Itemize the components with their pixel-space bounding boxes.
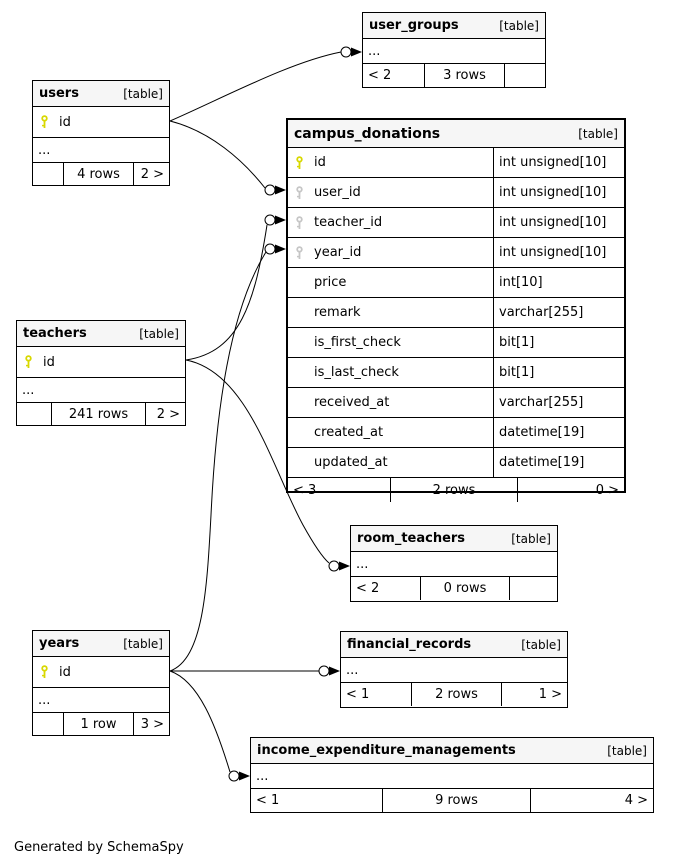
footer-children: 2 > xyxy=(133,163,169,186)
foreign-key-icon xyxy=(294,216,314,230)
column-row xyxy=(288,238,624,268)
table-campus-donations[interactable] xyxy=(286,118,626,498)
column-row xyxy=(288,268,624,298)
arrowhead-icon xyxy=(275,216,286,225)
table-room-teachers[interactable] xyxy=(350,525,558,602)
cardinality-circle-icon xyxy=(341,47,351,57)
table-badge: [table] xyxy=(499,18,539,33)
collapsed-columns-row: ... xyxy=(363,39,545,64)
cardinality-circle-icon xyxy=(329,561,339,571)
table-badge: [table] xyxy=(123,636,163,651)
collapsed-columns-row: ... xyxy=(17,378,185,403)
table-years[interactable] xyxy=(32,630,170,736)
column-type: bit[1] xyxy=(493,358,624,387)
table-title[interactable]: financial_records xyxy=(347,637,472,652)
collapsed-columns-row: ... xyxy=(251,764,653,789)
table-header xyxy=(33,631,169,657)
table-title[interactable]: user_groups xyxy=(369,18,459,33)
column-type: varchar[255] xyxy=(493,388,624,417)
column-name: is_last_check xyxy=(314,365,399,380)
collapsed-columns-row: ... xyxy=(351,552,557,577)
footer-parents: < 2 xyxy=(368,68,392,83)
table-header xyxy=(341,632,567,658)
cardinality-circle-icon xyxy=(265,244,275,254)
column-row xyxy=(288,178,624,208)
table-title[interactable]: users xyxy=(39,86,79,101)
footer-children xyxy=(509,577,557,600)
column-name: id xyxy=(59,664,71,680)
footer-children: 2 > xyxy=(145,403,185,426)
column-row xyxy=(288,448,624,478)
foreign-key-icon xyxy=(294,186,314,200)
column-name: is_first_check xyxy=(314,335,401,350)
footer-rowcount: 2 rows xyxy=(390,478,517,502)
footer-rowcount: 4 rows xyxy=(63,163,133,186)
column-row xyxy=(288,328,624,358)
arrowhead-icon xyxy=(351,48,362,57)
footer-rowcount: 3 rows xyxy=(424,64,504,87)
column-row xyxy=(288,418,624,448)
column-type: int unsigned[10] xyxy=(493,148,624,177)
edge-users-to-user-groups xyxy=(170,52,341,121)
table-footer xyxy=(17,403,185,426)
table-teachers[interactable] xyxy=(16,320,186,426)
column-name: id xyxy=(314,155,326,170)
table-header xyxy=(33,81,169,107)
table-badge: [table] xyxy=(607,743,647,758)
column-type: datetime[19] xyxy=(493,448,624,477)
column-row xyxy=(288,358,624,388)
footer-children: 1 > xyxy=(501,683,567,706)
table-footer xyxy=(351,577,557,600)
column-name: remark xyxy=(314,305,361,320)
column-type: bit[1] xyxy=(493,328,624,357)
table-users[interactable] xyxy=(32,80,170,186)
footer-rowcount: 2 rows xyxy=(411,683,501,706)
table-footer xyxy=(341,683,567,706)
cardinality-circle-icon xyxy=(265,185,275,195)
table-badge: [table] xyxy=(511,531,551,546)
column-row xyxy=(33,657,169,688)
column-type: int[10] xyxy=(493,268,624,297)
column-row xyxy=(288,298,624,328)
edge-years-to-campus-donations-year-id xyxy=(170,252,266,671)
arrowhead-icon xyxy=(275,245,286,254)
column-name: received_at xyxy=(314,395,390,410)
footer-children: 4 > xyxy=(530,789,653,812)
footer-parents: < 3 xyxy=(293,482,317,498)
table-badge: [table] xyxy=(139,326,179,341)
collapsed-columns-row: ... xyxy=(33,688,169,713)
primary-key-icon xyxy=(23,355,43,369)
column-row xyxy=(288,148,624,178)
table-user-groups[interactable] xyxy=(362,12,546,88)
cardinality-circle-icon xyxy=(319,666,329,676)
column-name: created_at xyxy=(314,425,384,440)
table-income-expenditure-managements[interactable] xyxy=(250,737,654,813)
footer-children: 3 > xyxy=(133,713,169,736)
column-name: price xyxy=(314,275,347,290)
generated-by-note: Generated by SchemaSpy xyxy=(14,840,184,855)
column-row xyxy=(288,388,624,418)
footer-rowcount: 0 rows xyxy=(420,577,509,600)
table-title[interactable]: room_teachers xyxy=(357,531,466,546)
column-type: datetime[19] xyxy=(493,418,624,447)
table-header xyxy=(251,738,653,764)
column-type: varchar[255] xyxy=(493,298,624,327)
footer-parents xyxy=(33,163,63,186)
column-name: teacher_id xyxy=(314,215,383,230)
footer-parents: < 1 xyxy=(346,687,370,702)
footer-rowcount: 9 rows xyxy=(382,789,530,812)
table-footer xyxy=(363,64,545,87)
table-financial-records[interactable] xyxy=(340,631,568,708)
footer-parents xyxy=(33,713,63,736)
table-header xyxy=(363,13,545,39)
primary-key-icon xyxy=(39,115,59,129)
footer-parents: < 2 xyxy=(356,581,380,596)
column-type: int unsigned[10] xyxy=(493,238,624,267)
collapsed-columns-row: ... xyxy=(341,658,567,683)
footer-rowcount: 1 row xyxy=(63,713,133,736)
table-footer xyxy=(33,713,169,736)
table-footer xyxy=(33,163,169,186)
column-type: int unsigned[10] xyxy=(493,178,624,207)
footer-parents xyxy=(17,403,51,426)
footer-children xyxy=(504,64,545,87)
footer-rowcount: 241 rows xyxy=(51,403,145,426)
table-badge: [table] xyxy=(578,126,618,141)
primary-key-icon xyxy=(294,156,314,170)
column-row xyxy=(33,107,169,138)
edge-teachers-to-campus-donations-teacher-id xyxy=(186,225,267,360)
column-name: user_id xyxy=(314,185,361,200)
edge-users-to-campus-donations-user-id xyxy=(170,121,265,188)
table-footer xyxy=(251,789,653,812)
table-title[interactable]: teachers xyxy=(23,326,87,341)
table-header xyxy=(351,526,557,552)
column-name: year_id xyxy=(314,245,362,260)
arrowhead-icon xyxy=(329,667,340,676)
arrowhead-icon xyxy=(275,186,286,195)
table-title[interactable]: years xyxy=(39,636,80,651)
column-row xyxy=(17,347,185,378)
arrowhead-icon xyxy=(239,772,250,781)
column-name: id xyxy=(43,354,55,370)
column-name: updated_at xyxy=(314,455,388,470)
cardinality-circle-icon xyxy=(229,771,239,781)
column-row xyxy=(288,208,624,238)
table-badge: [table] xyxy=(123,86,163,101)
arrowhead-icon xyxy=(339,562,350,571)
footer-children: 0 > xyxy=(517,478,624,502)
collapsed-columns-row: ... xyxy=(33,138,169,163)
foreign-key-icon xyxy=(294,246,314,260)
table-header xyxy=(17,321,185,347)
table-title[interactable]: income_expenditure_managements xyxy=(257,743,516,758)
column-type: int unsigned[10] xyxy=(493,208,624,237)
table-header xyxy=(288,120,624,148)
table-footer xyxy=(288,478,624,502)
table-title[interactable]: campus_donations xyxy=(294,125,441,142)
cardinality-circle-icon xyxy=(265,215,275,225)
column-name: id xyxy=(59,114,71,130)
table-badge: [table] xyxy=(521,637,561,652)
edge-years-to-income-expenditure-managements xyxy=(170,671,230,772)
footer-parents: < 1 xyxy=(256,793,280,808)
primary-key-icon xyxy=(39,665,59,679)
